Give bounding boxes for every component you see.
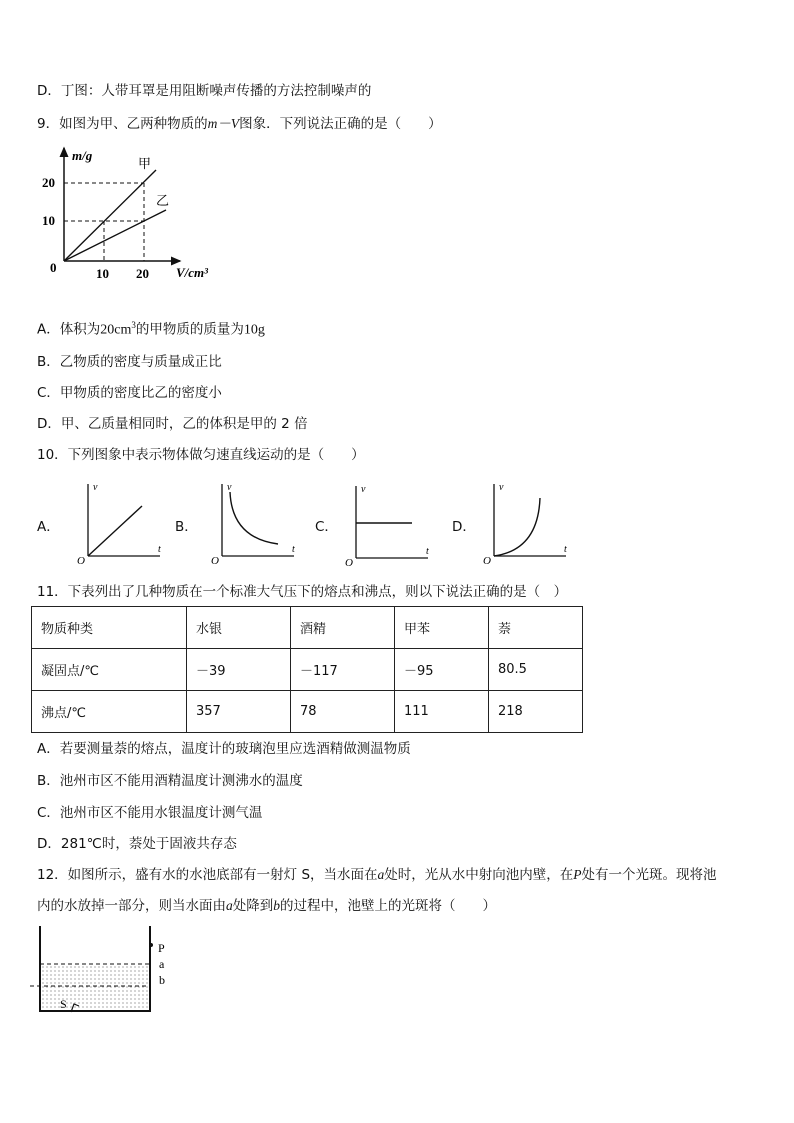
q9-label-jia: 甲 — [138, 156, 152, 171]
table-cell: 凝固点/℃ — [32, 649, 187, 691]
q12-line-1 — [37, 866, 717, 884]
q10-graph-c — [340, 478, 440, 568]
q9-option-a-pre: A．体积为 — [37, 321, 101, 338]
q12-pool-figure — [30, 922, 180, 1017]
q10-stem: 10．下列图象中表示物体做匀速直线运动的是（ ） — [37, 447, 365, 463]
q10-a-origin: O — [77, 555, 85, 567]
table-cell: 78 — [291, 691, 395, 733]
q9-option-b: B．乙物质的密度与质量成正比 — [37, 354, 222, 370]
q10-b-origin: O — [211, 555, 219, 567]
q10-label-d: D． — [452, 519, 476, 535]
q12-spot-p — [149, 943, 153, 947]
q9-line-yi — [64, 210, 166, 261]
q12-var-p: P — [573, 867, 582, 882]
q11-table — [31, 606, 583, 733]
q12-line1-post: 处有一个光斑。现将池 — [581, 867, 717, 883]
q12-line2-post: 的过程中，池壁上的光斑将（ ） — [280, 898, 496, 914]
table-row — [32, 649, 583, 691]
table-cell: －95 — [395, 649, 489, 691]
q9-y-label: m/g — [72, 148, 93, 163]
table-cell: －39 — [187, 649, 291, 691]
q9-stem-math: m－V — [207, 116, 240, 131]
table-cell: 357 — [187, 691, 291, 733]
q9-mv-graph — [40, 142, 240, 287]
q10-label-b: B． — [175, 519, 198, 535]
q9-stem-before: 9．如图为甲、乙两种物质的 — [37, 116, 208, 132]
table-cell: －117 — [291, 649, 395, 691]
q11-stem: 11．下表列出了几种物质在一个标准大气压下的熔点和沸点，则以下说法正确的是（ ） — [37, 584, 568, 600]
q9-stem — [37, 115, 442, 133]
q12-var-a-2: a — [226, 898, 233, 913]
q12-label-p: P — [158, 941, 165, 955]
q12-label-s: S — [60, 997, 67, 1011]
q9-label-yi: 乙 — [156, 193, 170, 208]
q11-option-a: A．若要测量萘的熔点，温度计的玻璃泡里应选酒精做测温物质 — [37, 741, 411, 757]
q9-option-d: D．甲、乙质量相同时，乙的体积是甲的 2 倍 — [37, 416, 308, 432]
q10-graph-b — [206, 478, 306, 568]
q9-option-a — [37, 316, 265, 340]
table-cell: 萘 — [489, 607, 583, 649]
q12-var-a: a — [377, 867, 385, 882]
q9-x-tick-10: 10 — [96, 266, 109, 281]
q12-line-2 — [37, 897, 496, 915]
q9-y-tick-10: 10 — [42, 213, 55, 228]
q12-line1-pre: 12．如图所示，盛有水的水池底部有一射灯 S，当水面在 — [37, 867, 378, 883]
q10-d-x-label: t — [564, 544, 567, 555]
q9-x-tick-20: 20 — [136, 266, 149, 281]
q9-x-label: V/cm³ — [176, 265, 209, 280]
q10-b-x-label: t — [292, 544, 295, 555]
table-cell: 物质种类 — [32, 607, 187, 649]
q10-b-y-label: v — [227, 482, 232, 493]
q12-line2-pre: 内的水放掉一部分，则当水面由 — [37, 898, 226, 914]
q10-label-a: A． — [37, 519, 60, 535]
q10-d-y-label: v — [499, 482, 504, 493]
q12-label-b: b — [159, 973, 165, 987]
q11-option-b: B．池州市区不能用酒精温度计测沸水的温度 — [37, 773, 303, 789]
q12-var-b: b — [273, 898, 280, 913]
q9-option-c: C．甲物质的密度比乙的密度小 — [37, 385, 222, 401]
q8-option-d: D．丁图：人带耳罩是用阻断噪声传播的方法控制噪声的 — [37, 83, 372, 99]
q9-option-a-sup: 3 — [131, 320, 136, 330]
q10-graph-d — [478, 478, 578, 568]
table-cell: 沸点/℃ — [32, 691, 187, 733]
q9-y-tick-20: 20 — [42, 175, 55, 190]
q12-water — [40, 964, 150, 1011]
q10-c-x-label: t — [426, 546, 429, 557]
table-row — [32, 607, 583, 649]
table-row — [32, 691, 583, 733]
q10-c-y-label: v — [361, 484, 366, 495]
q9-origin: 0 — [50, 260, 57, 275]
q9-line-jia — [64, 170, 156, 261]
table-cell: 甲苯 — [395, 607, 489, 649]
q10-a-curve — [88, 506, 142, 556]
q9-stem-after: 图象．下列说法正确的是（ ） — [239, 116, 442, 132]
q12-label-a: a — [159, 957, 165, 971]
q10-a-x-label: t — [158, 544, 161, 555]
q9-option-a-mass: 10g — [243, 322, 265, 338]
table-cell: 酒精 — [291, 607, 395, 649]
q10-graph-a — [72, 478, 172, 568]
q10-label-c: C． — [315, 519, 338, 535]
q10-a-y-label: v — [93, 482, 98, 493]
q11-option-d: D．281℃时，萘处于固液共存态 — [37, 836, 237, 852]
q10-d-curve — [494, 498, 540, 556]
q10-d-origin: O — [483, 555, 491, 567]
q10-c-origin: O — [345, 557, 353, 568]
q12-line1-mid: 处时，光从水中射向池内壁，在 — [384, 867, 574, 883]
q9-option-a-value: 20cm — [100, 322, 132, 338]
table-cell: 水银 — [187, 607, 291, 649]
table-cell: 218 — [489, 691, 583, 733]
q12-line2-mid: 处降到 — [232, 898, 274, 914]
table-cell: 80.5 — [489, 649, 583, 691]
q11-option-c: C．池州市区不能用水银温度计测气温 — [37, 805, 263, 821]
q9-option-a-mid: 的甲物质的质量为 — [135, 321, 244, 338]
table-cell: 111 — [395, 691, 489, 733]
q10-b-curve — [230, 492, 278, 544]
